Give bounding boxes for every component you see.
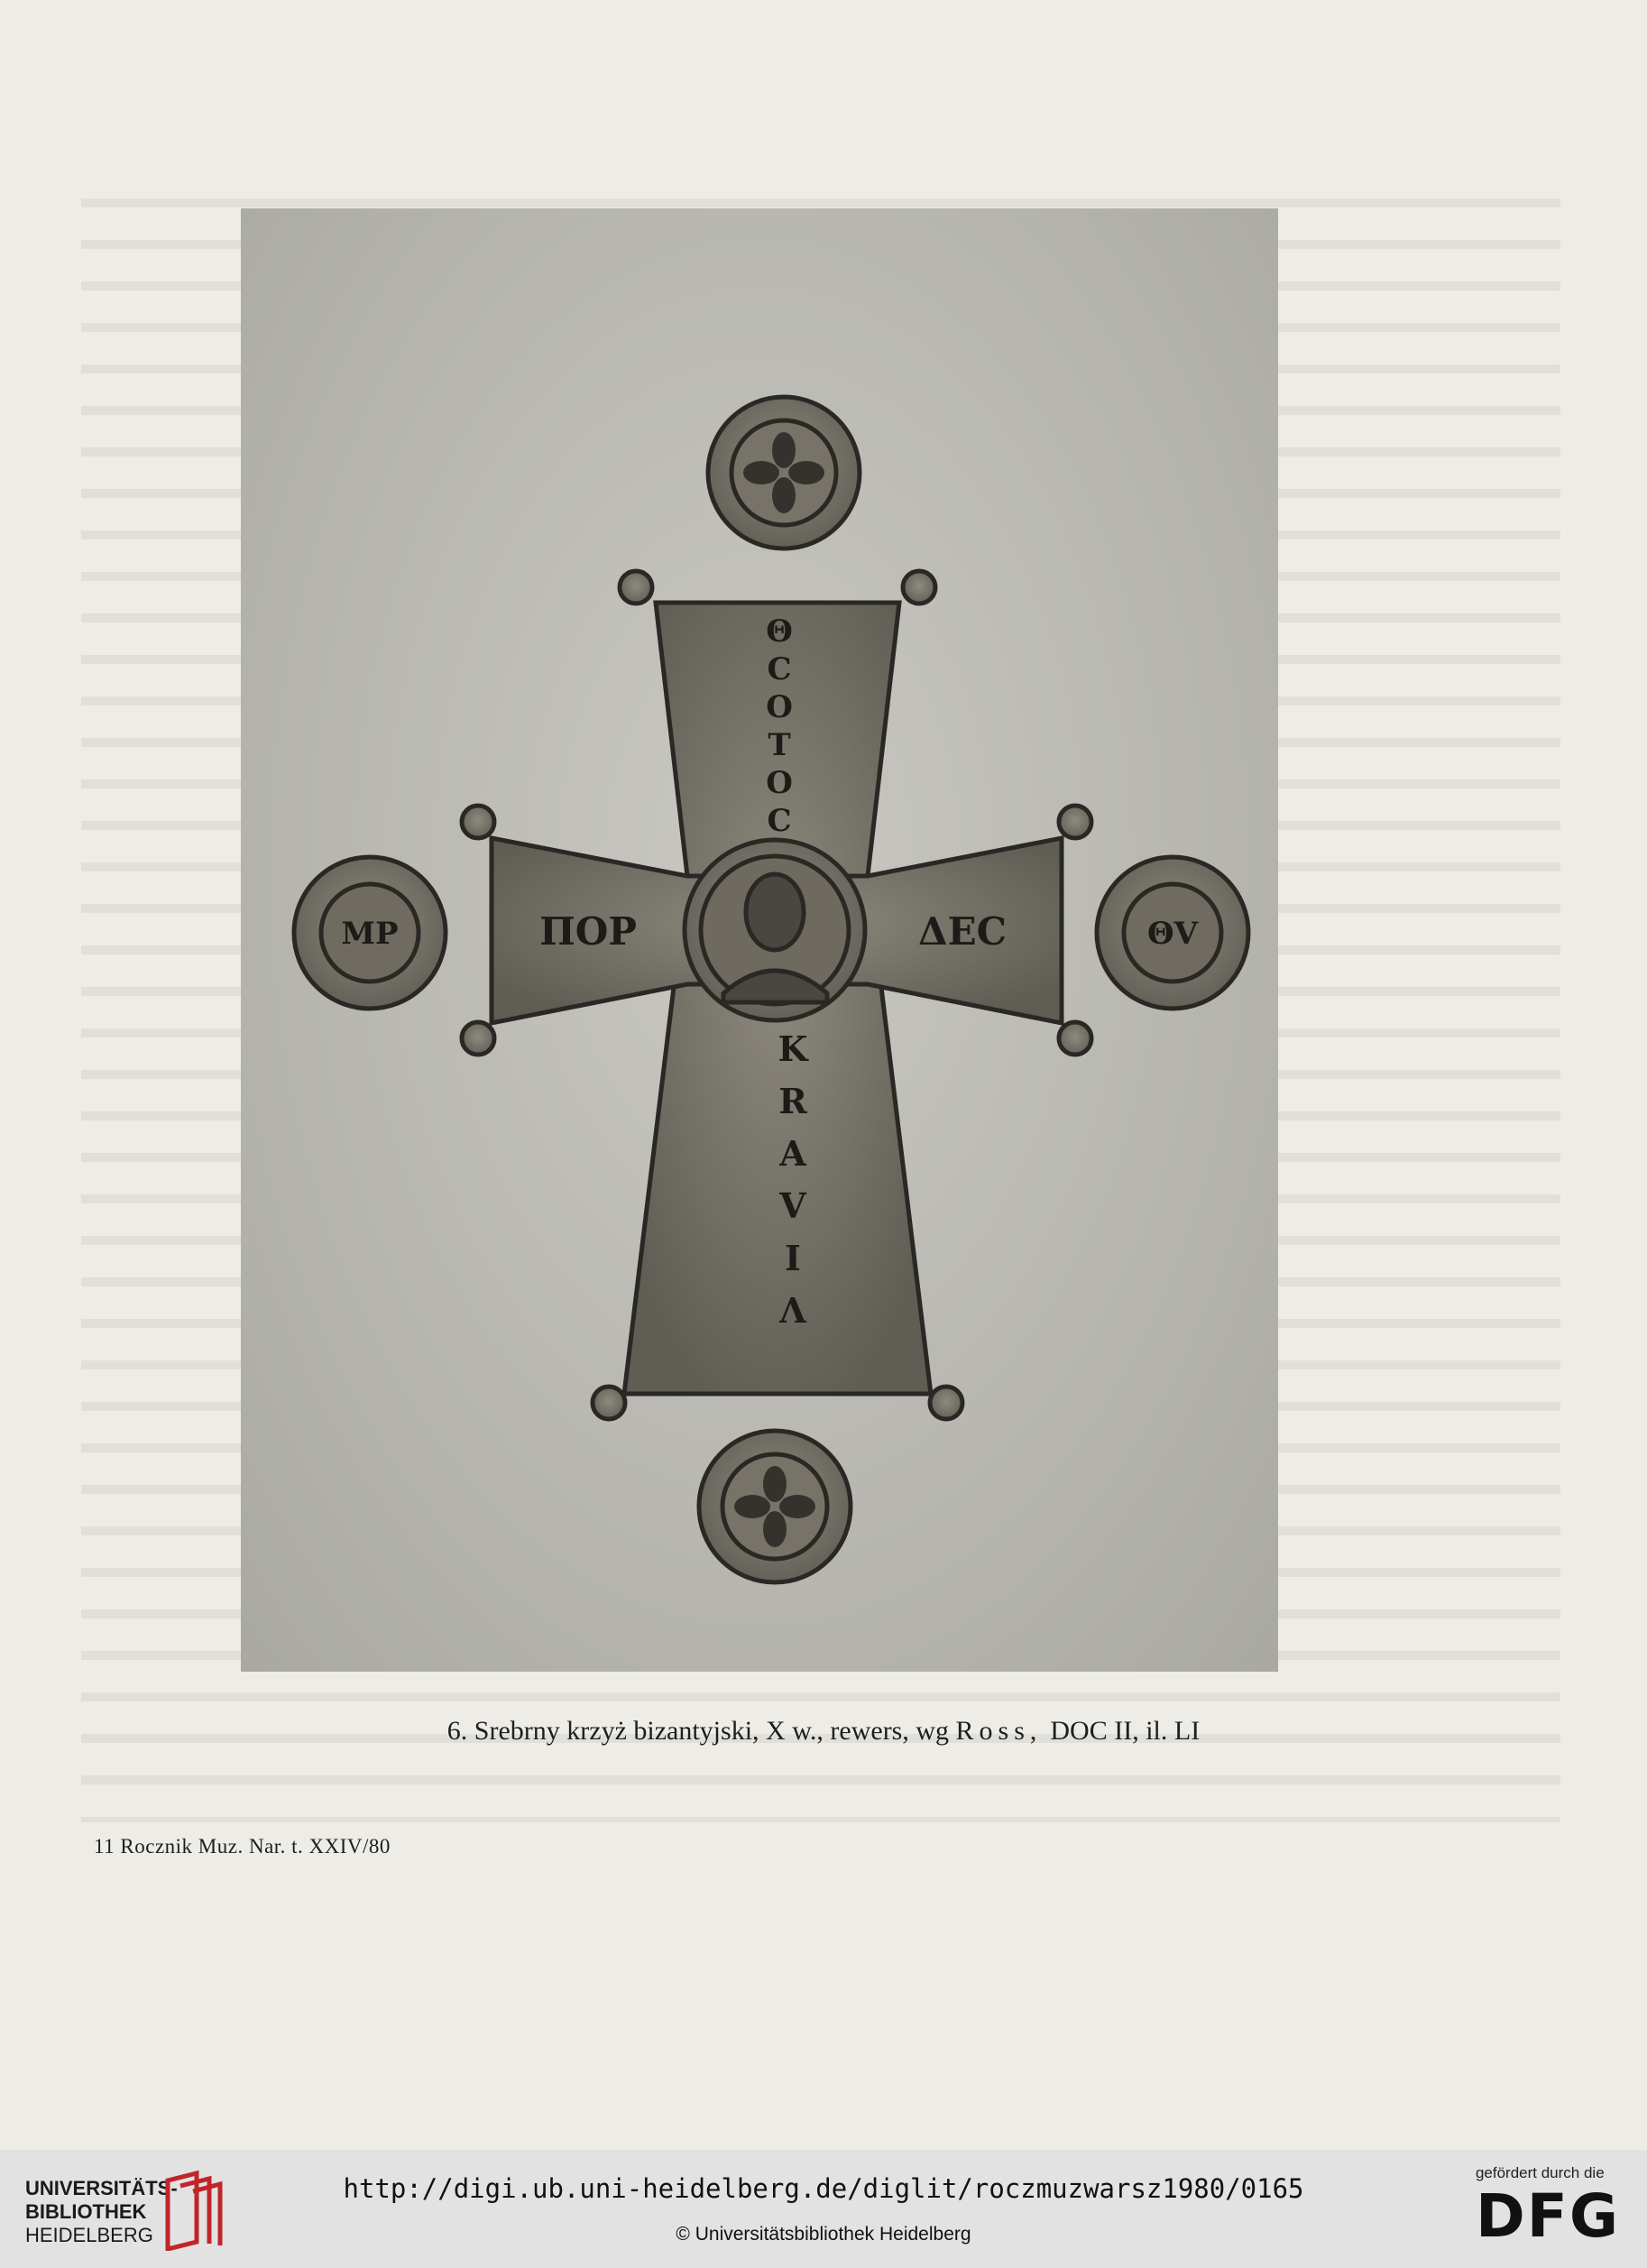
caption-reference: , DOC II, il. LI <box>1029 1716 1201 1746</box>
digitization-bar <box>0 2150 1647 2268</box>
page-footer: 11 Rocznik Muz. Nar. t. XXIV/80 <box>94 1835 391 1858</box>
sponsor-block <box>1476 2164 1620 2249</box>
library-line-3: HEIDELBERG <box>25 2224 153 2246</box>
cross-photograph <box>241 208 1278 1672</box>
lower-arm-letter: V <box>779 1185 806 1226</box>
upper-arm-letter: C <box>767 651 792 687</box>
figure-caption <box>0 1716 1647 1747</box>
inscription-right-medallion: ΘV <box>1147 916 1198 952</box>
upper-arm-letter: Θ <box>766 613 793 650</box>
library-line-2: BIBLIOTHEK <box>25 2200 147 2223</box>
caption-text: 6. Srebrny krzyż bizantyjski, X w., rewers, wg <box>446 1716 956 1746</box>
lower-arm-letter: Λ <box>779 1290 806 1331</box>
lower-arm-letter: I <box>785 1238 801 1278</box>
upper-arm-letter: O <box>766 689 793 725</box>
copyright-notice: © Universitätsbibliothek Heidelberg <box>676 2224 971 2245</box>
upper-arm-letter: C <box>767 803 792 839</box>
inscription-left-medallion: MP <box>341 916 399 952</box>
lower-arm-letter: A <box>779 1133 806 1174</box>
lower-arm-letter: R <box>778 1081 807 1121</box>
dfg-logo: DFG <box>1475 2181 1620 2251</box>
sponsor-label: gefördert durch die <box>1475 2164 1605 2181</box>
lower-arm-letter: K <box>777 1028 808 1069</box>
figure-plate <box>241 208 1278 1672</box>
caption-author: Ross <box>955 1716 1030 1746</box>
permalink-url[interactable]: http://digi.ub.uni-heidelberg.de/diglit/roczmuzwarsz1980/0165 <box>343 2173 1304 2204</box>
upper-arm-letter: T <box>768 727 791 763</box>
library-line-1: UNIVERSITÄTS- <box>25 2177 178 2199</box>
upper-arm-letter: O <box>766 765 793 801</box>
inscription-right-arm: ΔΕC <box>917 909 1008 954</box>
inscription-left-arm: ΠΟΡ <box>539 909 637 954</box>
